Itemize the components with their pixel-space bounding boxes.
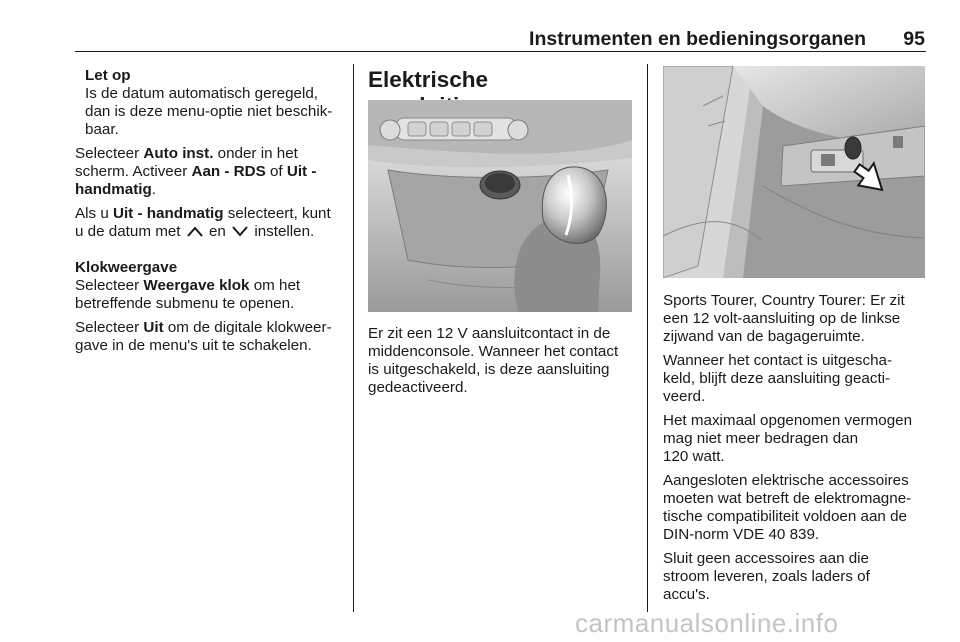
paragraph-auto-inst: [75, 145, 345, 199]
page-number: 95: [903, 28, 925, 50]
menu-option: Weergave klok: [143, 277, 250, 294]
text-line: Sluit geen accessoires aan die: [663, 550, 870, 567]
text: Selecteer: [75, 145, 144, 162]
paragraph-max-power: [663, 412, 925, 466]
text-line: is uitgeschakeld, is deze aansluiting: [368, 361, 610, 378]
page-header-title: Instrumenten en bedieningsorganen: [529, 28, 866, 50]
text: selecteert, kunt: [223, 205, 331, 222]
text-line: moeten wat betreft de elektromagne-: [663, 490, 912, 507]
text: Selecteer: [75, 277, 144, 294]
paragraph-weergave-klok: [75, 277, 345, 313]
menu-option: Uit -: [286, 163, 317, 180]
text-line: mag niet meer bedragen dan: [663, 430, 859, 447]
text-line: Wanneer het contact is uitgescha-: [663, 352, 893, 369]
text-line: accu's.: [663, 586, 710, 603]
text: of: [265, 163, 287, 180]
text: gave in de menu's uit te schakelen.: [75, 337, 312, 354]
text-line: Aangesloten elektrische accessoires: [663, 472, 909, 489]
text: Selecteer: [75, 319, 144, 336]
text: om de digitale klokweer-: [163, 319, 332, 336]
paragraph-uit: [75, 319, 345, 355]
subheading-klokweergave: Klokweergave: [75, 259, 178, 276]
column-1: [75, 67, 345, 361]
paragraph-manual-date: [75, 205, 345, 241]
text: betreffende submenu te openen.: [75, 295, 295, 312]
paragraph-sports-tourer: [663, 292, 925, 346]
console-outlet-figure: [368, 100, 632, 312]
text-line: Het maximaal opgenomen vermogen: [663, 412, 913, 429]
text: u de datum met: [75, 223, 185, 240]
menu-option: handmatig: [75, 181, 152, 198]
text-line: keld, blijft deze aansluiting geacti-: [663, 370, 891, 387]
text-line: stroom leveren, zoals laders of: [663, 568, 870, 585]
menu-option: Aan - RDS: [191, 163, 266, 180]
note-box: [85, 67, 345, 139]
column-2-text: [368, 325, 638, 403]
text: scherm. Activeer: [75, 163, 192, 180]
text: instellen.: [250, 223, 315, 240]
column-divider-1: [353, 64, 354, 612]
text: onder in het: [213, 145, 298, 162]
text-line: DIN-norm VDE 40 839.: [663, 526, 820, 543]
menu-option: Auto inst.: [143, 145, 214, 162]
menu-option: Uit - handmatig: [112, 205, 224, 222]
text: Als u: [75, 205, 113, 222]
paragraph-accessories: [663, 472, 925, 544]
text: en: [204, 223, 231, 240]
text-line: zijwand van de bagageruimte.: [663, 328, 865, 345]
text-line: 120 watt.: [663, 448, 725, 465]
paragraph-console-outlet: [368, 325, 638, 397]
note-line: Is de datum automatisch geregeld,: [85, 85, 319, 102]
paragraph-ignition-off: [663, 352, 925, 406]
note-line: baar.: [85, 121, 119, 138]
column-divider-2: [647, 64, 648, 612]
text-line: een 12 volt-aansluiting op de linkse: [663, 310, 901, 327]
text-line: Sports Tourer, Country Tourer: Er zit: [663, 292, 905, 309]
section-heading: Elektrische: [368, 67, 489, 92]
cargo-outlet-figure: [663, 66, 925, 278]
text: .: [151, 181, 157, 198]
text-line: tische compatibiliteit voldoen aan de: [663, 508, 907, 525]
chevron-up-icon: [185, 224, 205, 238]
chevron-down-icon: [230, 224, 250, 238]
text-line: veerd.: [663, 388, 706, 405]
text-line: gedeactiveerd.: [368, 379, 468, 396]
watermark-text: carmanualsonline.info: [575, 608, 839, 638]
text-line: middenconsole. Wanneer het contact: [368, 343, 619, 360]
menu-option: Uit: [143, 319, 164, 336]
note-title: Let op: [85, 67, 131, 84]
paragraph-no-chargers: [663, 550, 925, 604]
header-rule: [75, 51, 926, 52]
note-line: dan is deze menu-optie niet beschik-: [85, 103, 333, 120]
text: om het: [249, 277, 301, 294]
column-3: [663, 292, 925, 610]
text-line: Er zit een 12 V aansluitcontact in de: [368, 325, 611, 342]
